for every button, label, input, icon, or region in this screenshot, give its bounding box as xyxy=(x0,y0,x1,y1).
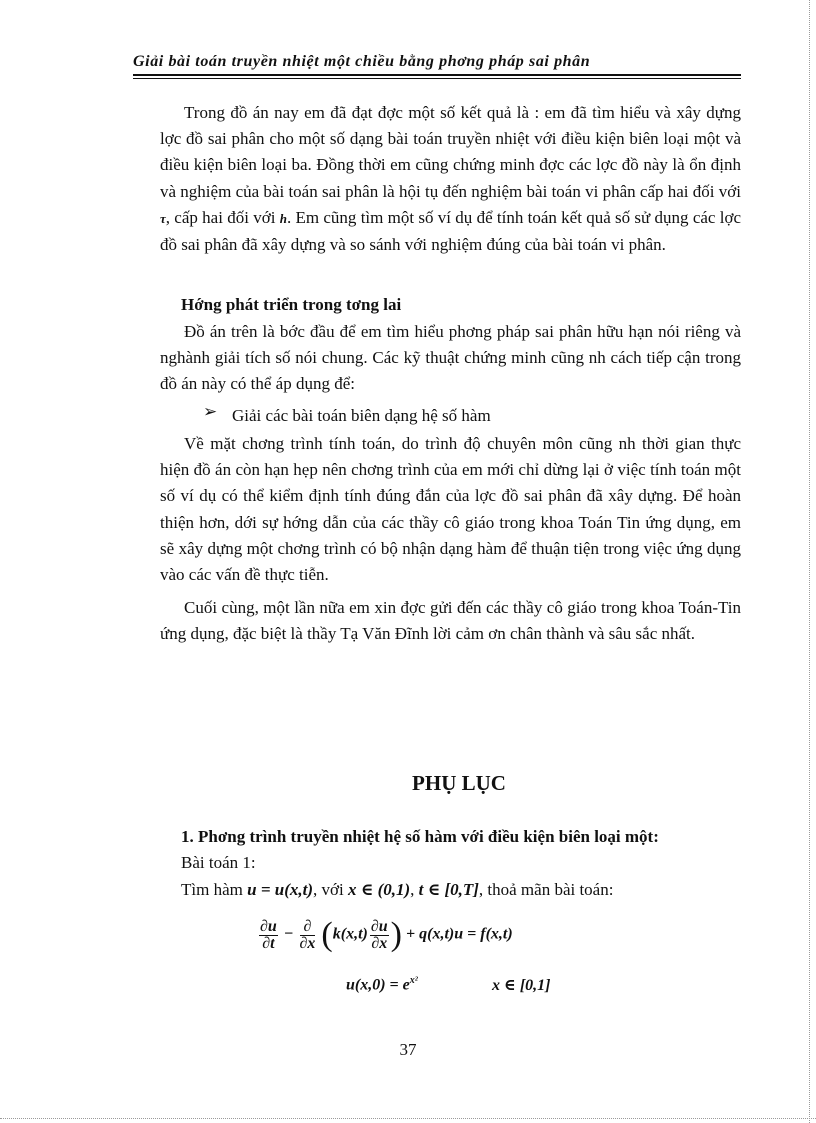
initial-condition-domain: x ∈ [0,1] xyxy=(492,977,551,994)
initial-condition: $u(x,0) = e^{x^2}$ xyxy=(346,975,418,994)
conclusion-paragraph-4: Cuối cùng, một lần nữa em xin đợc gửi đến các thầy cô giáo trong khoa Toán-Tin ứng dụng, đặc biệt là thầy Tạ Văn Đĩnh lời cảm ơn chân thành và sâu sắc nhất. xyxy=(160,598,741,644)
right-paren: ) xyxy=(390,916,402,953)
equation-tail: + q(x,t)u = f(x,t) xyxy=(406,925,513,943)
heat-equation xyxy=(257,916,513,954)
conclusion-paragraph-3: Về mặt chơng trình tính toán, do trình độ chuyên môn cũng nh thời gian thực hiện đồ án còn hạn hẹp nên chơng trình của em mới chỉ dừng lại ở việc tính toán một số ví dụ có thể kiểm định tính đúng đắn của lợc đồ sai phân đã xây dựng. Để hoàn thiện hơn, dới sự hớng dẫn của các thầy cô giáo trong khoa Toán Tin ứng dụng, em sẽ xây dựng một chơng trình có bộ nhận dạng hàm để thuận tiện trong việc ứng dụng vào các vấn đề thực tiễn. xyxy=(160,434,741,585)
k-coefficient: k(x,t) xyxy=(332,925,368,943)
conclusion-paragraph-1 xyxy=(160,100,741,258)
header-rule-thin xyxy=(133,78,741,79)
page-border-right xyxy=(809,0,810,1123)
bullet-arrow-icon: ➢ xyxy=(203,402,218,421)
header-rule-thick xyxy=(133,74,741,76)
u-definition: u = u(x,t) xyxy=(247,880,314,899)
conclusion-paragraph-2: Đồ án trên là bớc đầu để em tìm hiểu phơng pháp sai phân hữu hạn nói riêng và nghành giải tích số nói chung. Các kỹ thuật chứng minh cũng nh cách tiếp cận trong đồ án này có thể áp dụng để: xyxy=(160,322,741,394)
running-header: Giải bài toán truyền nhiệt một chiều bằng phơng pháp sai phân xyxy=(133,53,591,70)
du-dt-fraction: $\frac{\partial u}{\partial t}$ xyxy=(260,917,277,952)
d-dx-fraction: $\frac{\partial}{\partial x}$ xyxy=(299,917,316,952)
x-domain: x ∈ (0,1) xyxy=(347,880,411,899)
page-number: 37 xyxy=(399,1040,417,1059)
appendix-section-heading: 1. Phơng trình truyền nhiệt hệ số hàm với điều kiện biên loại một: xyxy=(181,827,659,846)
paragraph-1-end: . Em cũng tìm một số ví dụ để tính toán kết quả số sử dụng các lợc đồ sai phân đã xây dựng và so sánh với nghiệm đúng của bài toán vi phân. xyxy=(160,207,741,255)
page-border-bottom xyxy=(0,1118,816,1119)
paragraph-1-text: Trong đồ án nay em đã đạt đợc một số kết quả là : em đã tìm hiểu và xây dựng lợc đồ sai phân cho một số dạng bài toán truyền nhiệt với điều kiện biên loại một và điều kiện biên loại ba. Đồng thời em cũng chứng minh đợc các lợc đồ này là ổn định và nghiệm của bài toán sai phân là hội tụ đến nghiệm bài toán vi phân cấp hai đối với xyxy=(160,103,741,201)
problem-statement: Tìm hàm u = u(x,t), với x ∈ (0,1), t ∈ [0,T], thoả mãn bài toán: xyxy=(181,880,614,899)
future-development-heading: Hớng phát triển trong tơng lai xyxy=(181,295,402,314)
minus-sign: − xyxy=(283,925,294,943)
appendix-title: PHỤ LỤC xyxy=(412,771,506,795)
bullet-item: Giải các bài toán biên dạng hệ số hàm xyxy=(232,406,491,425)
t-domain: t ∈ [0,T] xyxy=(418,880,479,899)
left-paren: ( xyxy=(321,916,333,953)
find-prefix: Tìm hàm xyxy=(181,880,243,899)
tau-symbol: τ xyxy=(160,210,166,226)
find-suffix: , thoả mãn bài toán: xyxy=(478,880,614,899)
problem-label: Bài toán 1: xyxy=(181,853,256,872)
exponent: x² xyxy=(409,975,418,986)
h-symbol: h xyxy=(279,210,287,226)
du-dx-fraction: $\frac{\partial u}{\partial x}$ xyxy=(370,917,388,952)
paragraph-1-mid: , cấp hai đối với xyxy=(165,207,276,227)
find-with: , với xyxy=(313,880,344,899)
